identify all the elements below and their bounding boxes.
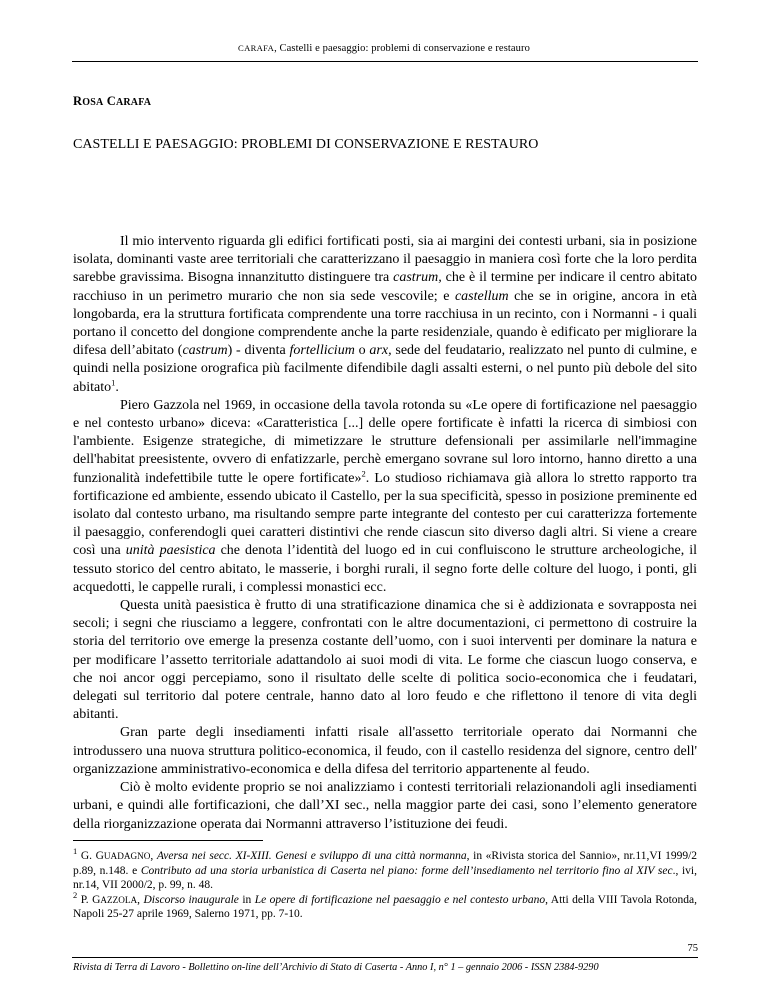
footnote-1-mid: , in «Rivista storica del Sannio», nr.11,VI 1999/2 p.89, n.148. e <box>73 850 698 877</box>
footnote-2-number: 2 <box>73 889 78 900</box>
footnote-1-end: ., ivi, nr.14, VII 2000/2, p. 99, n. 48. <box>73 864 698 892</box>
p1-term-castrum-2: castrum <box>182 343 228 359</box>
p1-text-c: che se in origine, ancora in età longobarda, era la struttura fortificata comprendente una torre racchiusa in un recinto, con i Normanni - i quali portano il concetto del dongione comprendente anche la parte residenziale, quando è edificato per migliorare la difesa dell’abitato ( <box>73 288 697 359</box>
p1-term-castellum: castellum <box>454 288 509 304</box>
footnote-2 <box>73 889 698 922</box>
running-head-author: CARAFA <box>238 43 275 53</box>
footnote-1-author-rest: UADAGNO <box>103 851 151 861</box>
p1-text-f: sede del feudatario, realizzato nel punto di culmine, e quindi nella posizione orografica più facilmente difendibile dagli assalti esterni, o nel punto più debole del sito abitato <box>73 343 698 395</box>
p2-text-c: che denota l’identità del luogo ed in cui confluiscono le strutture archeologiche, il tessuto storico del centro abitato, le masserie, i borghi rurali, il segno forte delle colture del luogo, i ponti, gli acquedotti, le cappelle rurali, i complessi monastici ecc. <box>73 543 697 595</box>
p2-text-a: Piero Gazzola nel 1969, in occasione della tavola rotonda su «Le opere di fortificazione nel paesaggio e nel contesto urbano» diceva: «Caratteristica [...] delle opere fortificate è infatti la ricerca di simbiosi con l'ambiente. Esigenze strategiche, di mimetizzare le strutture defensionali per assimilarle nell'immagine dell'habitat preesistente, ovvero di enfatizzarle, perchè emergano sovrane sul loro intorno, hanno diretto a una funzionalità indefettibile tutte le opere fortificate» <box>73 397 697 486</box>
author-first-rest: OSA <box>82 97 104 108</box>
footnote-rule <box>73 840 263 841</box>
paragraph-1 <box>73 233 697 397</box>
footer-rule <box>72 957 698 958</box>
p1-text-e: o <box>354 343 370 359</box>
p2-text-b: . Lo studioso richiamava già allora lo stretto rapporto tra fortificazione ed ambiente, essendo ubicato il Castello, per la sua specificità, spesso in posizione preminente ed isolato dal contesto urbano, ma risultando sempre parte integrante del contesto per cui caratterizza fortemente il paesaggio, conferendogli quei caratteri distintivi che rende ciascun sito diverso dagli altri. Si viene a creare così una <box>73 470 697 559</box>
footnote-ref-1[interactable]: 1 <box>111 376 116 387</box>
author-first-initial: R <box>73 94 83 108</box>
footnote-1-sep: , <box>150 850 157 862</box>
journal-citation: Rivista di Terra di Lavoro - Bollettino on-line dell’Archivio di Stato di Caserta - Anno I, n° 1 – gennaio 2006 - ISSN 2384-9290 <box>73 962 599 973</box>
paragraph-4: Gran parte degli insediamenti infatti risale all'assetto territoriale operato dai Normanni che introdussero una nuova struttura politico-economica, il feudo, con il castello residenza del signore, centro dell' organizzazione amministrativo-economica e della difesa del territorio appartenente al feudo. <box>73 725 697 777</box>
author-last-rest: ARAFA <box>115 97 152 108</box>
author-last-initial: C <box>106 94 116 108</box>
paragraph-3: Questa unità paesistica è frutto di una stratificazione dinamica che si è addizionata e sovrapposta nei secoli; i segni che riusciamo a leggere, confrontati con le altre documentazioni, ci permettono di costruire la storia del territorio ove emerge la presenza costante dell’uomo, con i suoi interventi per dominare la natura e per modificare l’assetto territoriale adattandolo ai suoi modi di vita. Le forme che ciascun luogo conserva, e che noi ancor oggi percepiamo, sono il risultato delle scelte di politica socio-economica che i feudatari, delegati sul territorio dal potere centrale, hanno dato al loro feudo e che riflettono il tenore di vita degli abitanti. <box>73 598 697 723</box>
footnote-1-title-2: Contributo ad una storia urbanistica di Caserta nel piano: forme dell’insediamento nel territorio fino al XIV sec <box>140 864 673 877</box>
p1-term-fortellicium: fortellicium <box>289 343 355 359</box>
footnote-2-end: , Atti della VIII Tavola Rotonda, Napoli 25-27 aprile 1969, Salerno 1971, pp. 7-10. <box>73 893 698 921</box>
footnote-1-title-1: Aversa nei secc. XI-XIII. Genesi e sviluppo di una città normanna <box>156 850 467 862</box>
p1-term-arx: arx, <box>369 343 392 359</box>
p1-text-b: che è il termine per indicare il centro abitato racchiuso in un perimetro murario che non sia sede vescovile; e <box>73 270 697 304</box>
footnote-2-sep: , <box>137 893 144 906</box>
article-body <box>73 233 697 834</box>
footnote-2-author-rest: AZZOLA <box>100 894 138 905</box>
p2-term-unita-paesistica: unità paesistica <box>125 543 216 559</box>
p1-text-a: Il mio intervento riguarda gli edifici fortificati posti, sia ai margini dei contesti urbani, sia in posizione isolata, dominanti vaste aree territoriali che caratterizzano il paesaggio in maniera così forte che la loro perdita sarebbe gravissima. Bisogna innanzitutto distinguere tra <box>73 234 697 286</box>
running-head-title: , Castelli e paesaggio: problemi di conservazione e restauro <box>274 43 530 54</box>
page-number: 75 <box>687 943 698 954</box>
article-title: CASTELLI E PAESAGGIO: PROBLEMI DI CONSERVAZIONE E RESTAURO <box>73 137 539 152</box>
footnote-2-author-initial: P. G <box>80 893 101 906</box>
footnote-ref-2[interactable]: 2 <box>361 467 366 478</box>
p1-term-castrum: castrum, <box>393 270 442 286</box>
footnote-1 <box>73 846 698 893</box>
p1-text-d: ) - diventa <box>227 343 290 359</box>
running-head <box>0 43 768 54</box>
footnotes <box>73 846 698 922</box>
paragraph-5: Ciò è molto evidente proprio se noi analizziamo i contesti territoriali relazionandoli agli insediamenti urbani, e quindi alle fortificazioni, che dall’XI sec., nella maggior parte dei casi, sono l’elemento generatore della riorganizzazione operata dai Normanni attraverso l’istituzione dei feudi. <box>73 780 697 832</box>
author-name <box>73 94 151 109</box>
footnote-2-title-1: Discorso inaugurale <box>143 893 239 906</box>
footnote-2-title-2: Le opere di fortificazione nel paesaggio e nel contesto urbano <box>254 893 546 906</box>
footnote-1-author-initial: G. G <box>80 850 104 862</box>
footnote-2-mid: in <box>238 893 255 906</box>
paragraph-2 <box>73 397 697 597</box>
footnote-1-number: 1 <box>73 846 78 857</box>
p1-text-g: . <box>115 379 119 395</box>
header-rule <box>72 61 698 62</box>
